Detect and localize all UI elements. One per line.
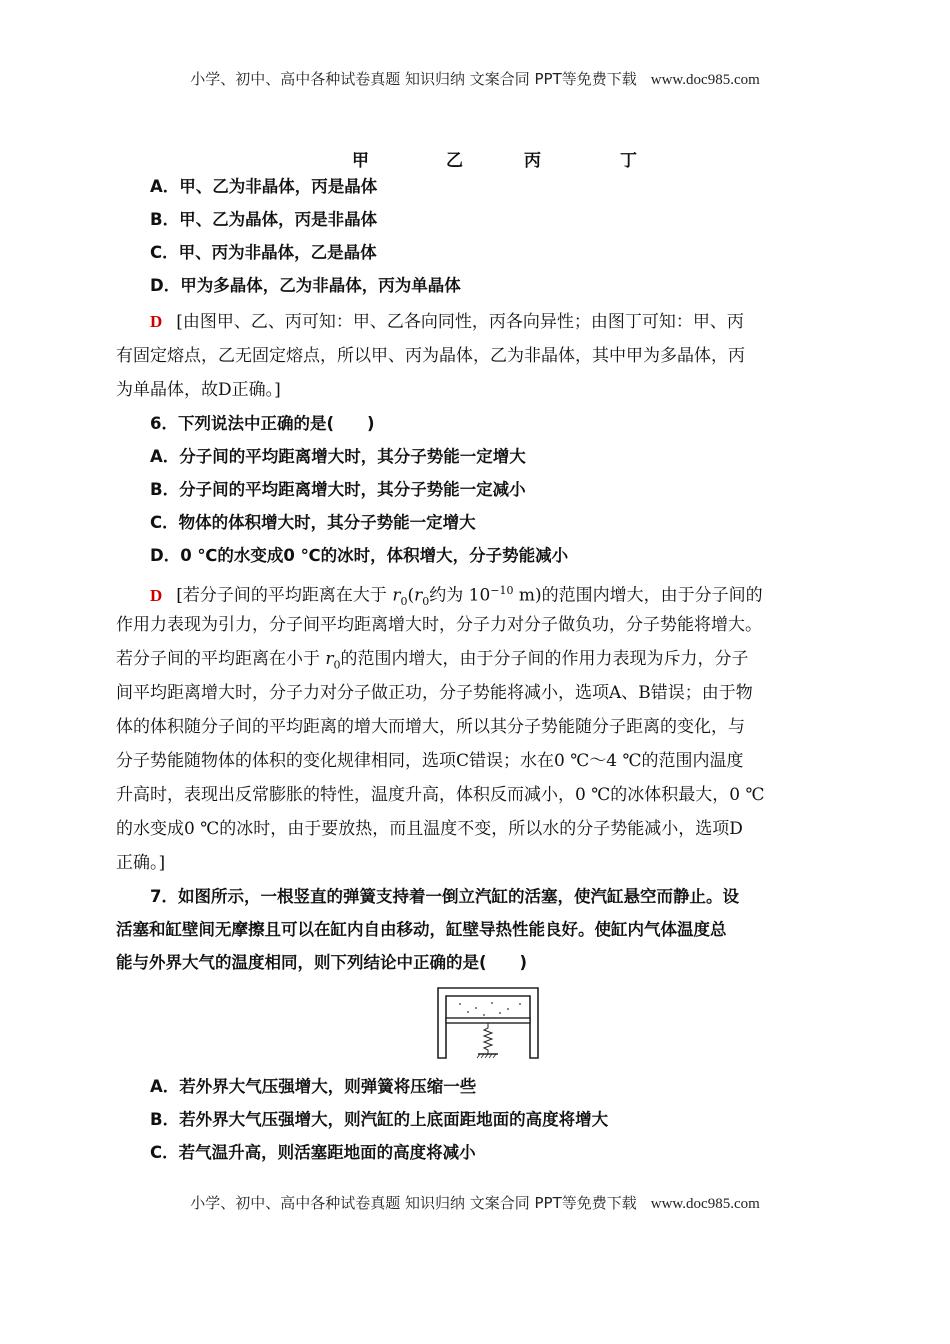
q6-r0-sub: 0 xyxy=(333,658,341,672)
q5-option-d: D．甲为多晶体，乙为非晶体，丙为单晶体 xyxy=(150,276,461,295)
q5-explanation-line-1 xyxy=(150,311,840,333)
q6-explanation-line-7: 升高时，表现出反常膨胀的特性，温度升高，体积反而减小，0 ℃的冰体积最大，0 ℃ xyxy=(116,785,765,805)
q5-exp-text-1: [由图甲、乙、丙可知：甲、乙各向同性，丙各向异性；由图丁可知：甲、丙 xyxy=(176,312,744,332)
q6-r0-symbol: r xyxy=(325,649,334,669)
q6-exp-r0-post: 的范围内增大，由于分子间的作用力表现为斥力，分子 xyxy=(340,649,749,669)
footer-text: 小学、初中、高中各种试卷真题 知识归纳 文案合同 PPT等免费下载 xyxy=(190,1194,637,1212)
q6-r-sub-2: 0 xyxy=(422,595,430,609)
q6-exp-power: −10 xyxy=(490,584,514,597)
q6-exp-r0-pre: 若分子间的平均距离在小于 xyxy=(116,649,326,669)
q5-option-b: B．甲、乙为晶体，丙是非晶体 xyxy=(150,210,378,229)
header-site: www.doc985.com xyxy=(650,72,760,88)
q7-option-c: C．若气温升高，则活塞距地面的高度将减小 xyxy=(150,1143,476,1162)
cylinder-spring-diagram xyxy=(432,984,544,1064)
q6-r-symbol: r xyxy=(392,585,401,606)
figure-label-bing: 丙 xyxy=(524,151,541,171)
page-header xyxy=(0,68,950,89)
figure-label-ding: 丁 xyxy=(620,151,637,171)
q5-explanation-line-2: 有固定熔点，乙无固定熔点，所以甲、丙为晶体，乙为非晶体，其中甲为多晶体，丙 xyxy=(116,346,745,366)
page-footer xyxy=(0,1192,950,1213)
header-text: 小学、初中、高中各种试卷真题 知识归纳 文案合同 PPT等免费下载 xyxy=(190,70,637,88)
q5-explanation-line-3: 为单晶体，故D正确。] xyxy=(116,380,281,400)
q6-option-d: D．0 ℃的水变成0 ℃的冰时，体积增大，分子势能减小 xyxy=(150,546,569,565)
q6-exp-post1: 约为 10 xyxy=(429,585,491,606)
figure-label-yi: 乙 xyxy=(446,151,463,171)
q6-option-b: B．分子间的平均距离增大时，其分子势能一定减小 xyxy=(150,480,526,499)
q6-option-c: C．物体的体积增大时，其分子势能一定增大 xyxy=(150,513,476,532)
spring xyxy=(484,1023,492,1054)
q6-explanation-line-5: 体的体积随分子间的平均距离的增大而增大，所以其分子势能随分子距离的变化，与 xyxy=(116,717,745,737)
q5-answer: D xyxy=(150,312,163,331)
q6-exp-pre: [若分子间的平均距离在大于 xyxy=(176,585,393,606)
q6-explanation-line-8: 的水变成0 ℃的冰时，由于要放热，而且温度不变，所以水的分子势能减小，选项D xyxy=(116,819,743,839)
q6-option-a: A．分子间的平均距离增大时，其分子势能一定增大 xyxy=(150,447,526,466)
q6-explanation-line-9: 正确。] xyxy=(116,853,166,873)
q7-stem-line-3: 能与外界大气的温度相同，则下列结论中正确的是( ) xyxy=(116,953,528,972)
q6-stem: 6．下列说法中正确的是( ) xyxy=(150,414,375,433)
q5-option-a: A．甲、乙为非晶体，丙是晶体 xyxy=(150,177,378,196)
figure-labels xyxy=(0,146,950,171)
q7-stem-line-1: 7．如图所示，一根竖直的弹簧支持着一倒立汽缸的活塞，使汽缸悬空而静止。设 xyxy=(150,887,739,906)
q6-exp-mid: ( xyxy=(407,585,415,606)
piston xyxy=(446,1018,530,1023)
q6-explanation-line-2: 作用力表现为引力，分子间平均距离增大时，分子力对分子做负功，分子势能将增大。 xyxy=(116,615,762,635)
figure-label-jia: 甲 xyxy=(352,151,369,171)
q6-explanation-line-3 xyxy=(116,648,838,676)
q7-option-b: B．若外界大气压强增大，则汽缸的上底面距地面的高度将增大 xyxy=(150,1110,609,1129)
q6-explanation-line-4: 间平均距离增大时，分子力对分子做正功，分子势能将减小，选项A、B错误；由于物 xyxy=(116,683,753,703)
q6-explanation-line-6: 分子势能随物体的体积的变化规律相同，选项C错误；水在0 ℃～4 ℃的范围内温度 xyxy=(116,751,744,771)
q7-stem-line-2: 活塞和缸壁间无摩擦且可以在缸内自由移动，缸壁导热性能良好。使缸内气体温度总 xyxy=(116,920,727,939)
q7-option-a: A．若外界大气压强增大，则弹簧将压缩一些 xyxy=(150,1077,477,1096)
gas-dots xyxy=(459,1002,521,1016)
footer-site: www.doc985.com xyxy=(650,1196,760,1212)
q6-exp-post2: m)的范围内增大，由于分子间的 xyxy=(513,585,763,606)
q5-option-c: C．甲、丙为非晶体，乙是晶体 xyxy=(150,243,377,262)
q6-r-sub: 0 xyxy=(400,595,408,609)
q6-answer: D xyxy=(150,585,163,605)
q6-r-symbol-2: r xyxy=(414,585,423,606)
q6-explanation-line-1 xyxy=(150,580,840,613)
